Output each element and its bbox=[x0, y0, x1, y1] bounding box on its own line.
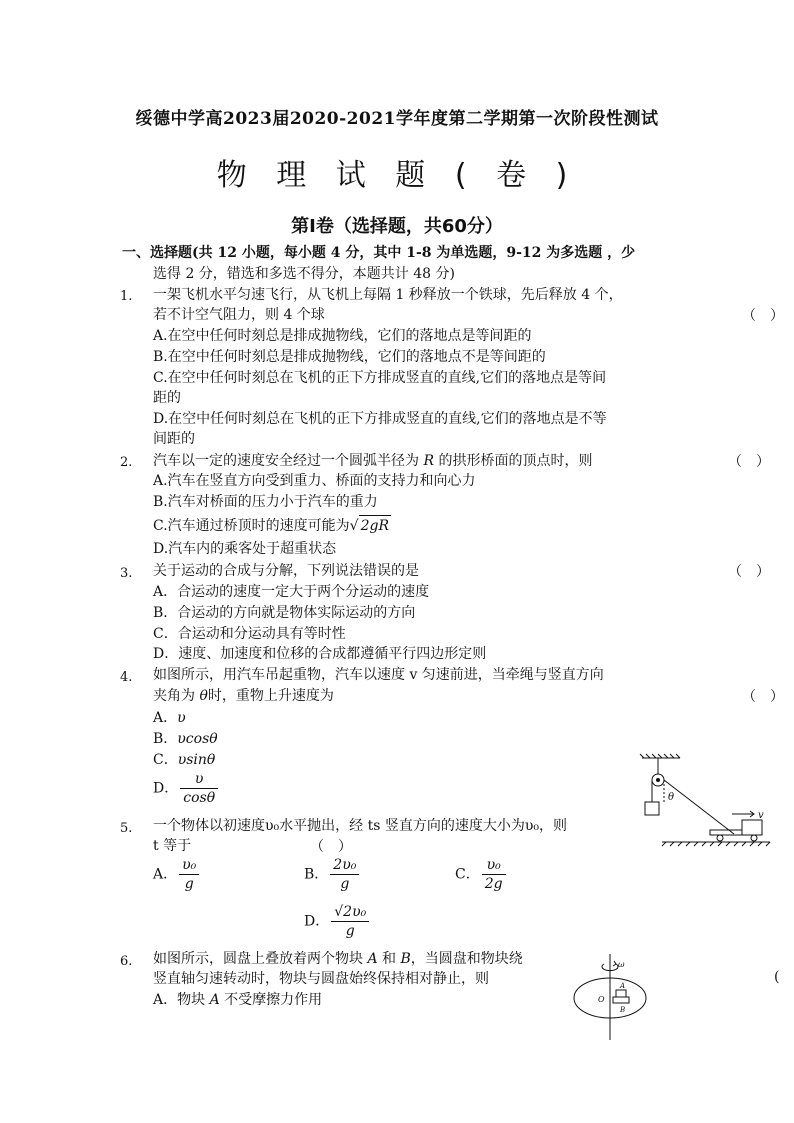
q5-stem-line2: t 等于 bbox=[153, 838, 192, 854]
q6-stem-line1: 如图所示，圆盘上叠放着两个物块 A 和 B，当圆盘和物块绕 bbox=[153, 951, 523, 967]
q1-number: 1. bbox=[120, 289, 133, 304]
q1-option-b: B.在空中任何时刻总是排成抛物线，它们的落地点不是等间距的 bbox=[153, 349, 546, 365]
q4-number: 4. bbox=[120, 670, 133, 685]
q3-option-b: B．合运动的方向就是物体实际运动的方向 bbox=[153, 605, 416, 621]
q6-option-a: A．物块 A 不受摩擦力作用 bbox=[153, 992, 323, 1008]
q1-option-d-line1: D.在空中任何时刻总在飞机的正下方排成竖直的直线,它们的落地点是不等 bbox=[153, 411, 607, 427]
q4-figure-v-label: v bbox=[758, 810, 764, 821]
q6-figure-b-label: B bbox=[620, 1006, 626, 1014]
school-header: 绥德中学高2023届2020-2021学年度第二学期第一次阶段性测试 bbox=[135, 109, 659, 129]
q1-option-a: A.在空中任何时刻总是排成抛物线，它们的落地点是等间距的 bbox=[153, 328, 532, 344]
q4-option-a: A．υ bbox=[153, 710, 186, 726]
q4-figure-theta-label: θ bbox=[668, 792, 675, 803]
section-intro-line2: 选得 2 分，错选和多选不得分，本题共计 48 分) bbox=[153, 266, 455, 282]
q5-stem-line1: 一个物体以初速度υ₀水平抛出，经 ts 竖直方向的速度大小为υ₀，则 bbox=[153, 818, 567, 834]
q2-option-a: A.汽车在竖直方向受到重力、桥面的支持力和向心力 bbox=[153, 473, 476, 489]
q6-answer-bracket: ( bbox=[774, 969, 780, 985]
q3-option-a: A．合运动的速度一定大于两个分运动的速度 bbox=[153, 584, 430, 600]
section-intro-line1: 一、选择题(共 12 小题，每小题 4 分，其中 1-8 为单选题，9-12 为多选题 ，少 bbox=[122, 245, 636, 261]
q6-figure-omega-label: ω bbox=[618, 960, 625, 969]
q5-option-d: D． $\frac{\text{√2υ₀}}{g}$ bbox=[304, 903, 371, 940]
q4-truck-pulley-figure bbox=[632, 752, 772, 856]
q5-answer-bracket: （ ） bbox=[310, 839, 352, 855]
q2-answer-bracket: （ ） bbox=[728, 454, 770, 470]
q1-option-d-line2: 间距的 bbox=[153, 431, 195, 447]
q5-number: 5. bbox=[120, 821, 133, 836]
q3-option-d: D．速度、加速度和位移的合成都遵循平行四边形定则 bbox=[153, 646, 487, 662]
q6-rotating-disc-figure bbox=[568, 952, 658, 1044]
q4-option-b: B．υcosθ bbox=[153, 731, 218, 747]
q1-stem-line1: 一架飞机水平匀速飞行，从飞机上每隔 1 秒释放一个铁球，先后释放 4 个， bbox=[153, 287, 623, 303]
q3-number: 3. bbox=[120, 566, 133, 581]
q4-stem-line2: 夹角为 θ时，重物上升速度为 bbox=[153, 688, 334, 704]
q1-option-c-line1: C.在空中任何时刻总在飞机的正下方排成竖直的直线,它们的落地点是等间 bbox=[153, 370, 607, 386]
q3-stem: 关于运动的合成与分解，下列说法错误的是 bbox=[153, 563, 419, 579]
q6-figure-a-label: A bbox=[620, 982, 626, 990]
q6-figure-o-label: O bbox=[598, 995, 605, 1004]
q6-number: 6. bbox=[120, 954, 133, 969]
q4-option-d: D． $\frac{\upsilon}{\cos\theta}$ bbox=[153, 770, 220, 807]
q5-option-b: B． $\frac{\text{2υ₀}}{g}$ bbox=[304, 856, 361, 893]
q2-number: 2. bbox=[120, 455, 133, 470]
q2-option-c: C.汽车通过桥顶时的速度可能为√ 2gR bbox=[153, 515, 391, 536]
q1-stem-line2: 若不计空气阻力，则 4 个球 bbox=[153, 307, 325, 323]
paper-title: 物 理 试 题 ( 卷 ) bbox=[216, 158, 578, 193]
q4-stem-line1: 如图所示，用汽车吊起重物，汽车以速度 v 匀速前进，当牵绳与竖直方向 bbox=[153, 667, 604, 683]
q2-option-d: D.汽车内的乘客处于超重状态 bbox=[153, 541, 337, 557]
volume-title: 第Ⅰ卷（选择题，共60分） bbox=[291, 216, 503, 237]
q5-option-a: A． $\frac{\text{υ₀}}{g}$ bbox=[153, 856, 201, 893]
q1-answer-bracket: （ ） bbox=[742, 308, 784, 324]
q1-option-c-line2: 距的 bbox=[153, 390, 181, 406]
q3-option-c: C．合运动和分运动具有等时性 bbox=[153, 626, 346, 642]
q6-stem-line2: 竖直轴匀速转动时，物块与圆盘始终保持相对静止，则 bbox=[153, 971, 489, 987]
q4-option-c: C．υsinθ bbox=[153, 752, 216, 768]
q4-answer-bracket: （ ） bbox=[742, 689, 784, 705]
q3-answer-bracket: （ ） bbox=[728, 564, 770, 580]
q5-option-c: C． $\frac{\text{υ₀}}{2g}$ bbox=[455, 856, 508, 893]
q2-option-b: B.汽车对桥面的压力小于汽车的重力 bbox=[153, 494, 378, 510]
q2-stem: 汽车以一定的速度安全经过一个圆弧半径为 R 的拱形桥面的顶点时，则 bbox=[153, 453, 593, 469]
